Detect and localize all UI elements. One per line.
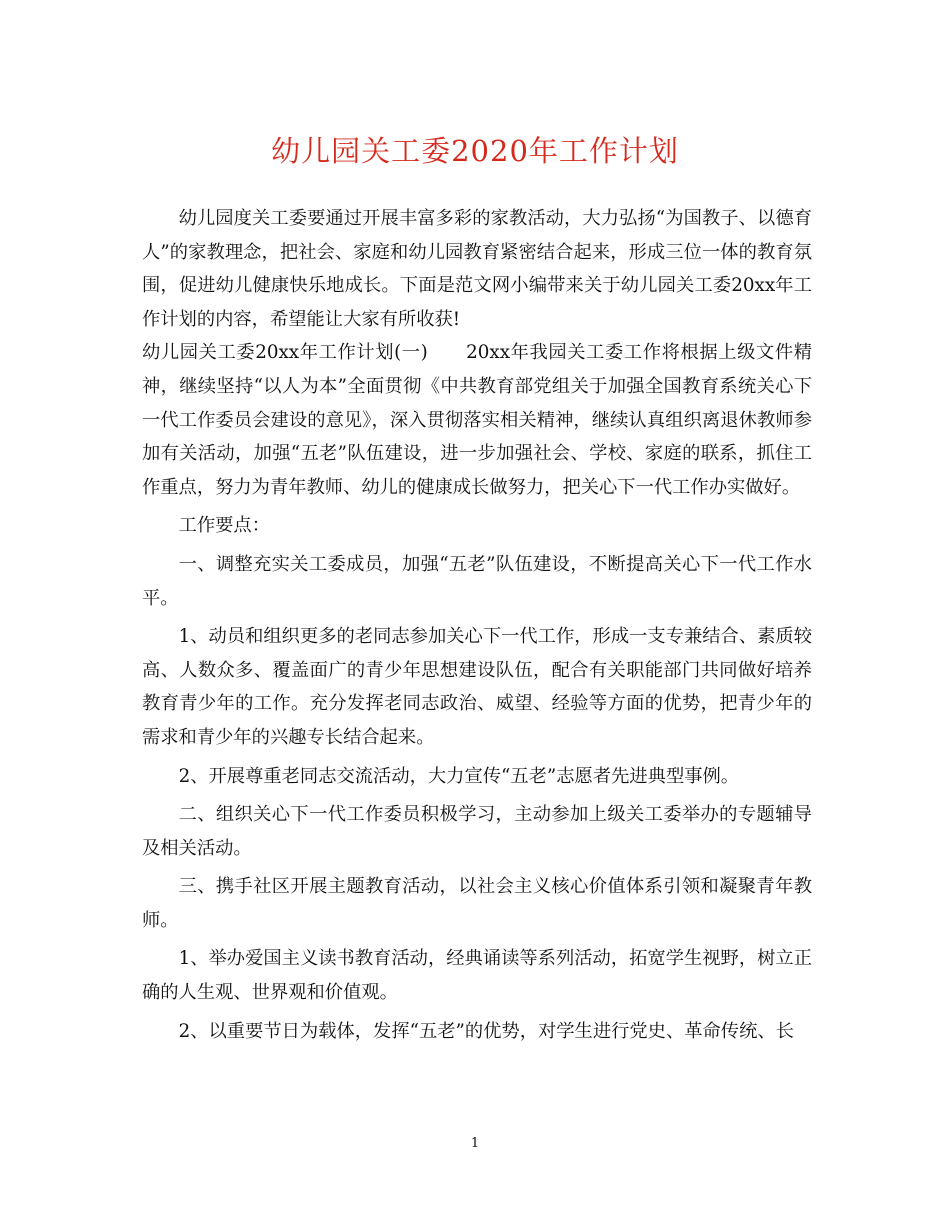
paragraph-section-one: 一、调整充实关工委成员，加强“五老”队伍建设，不断提高关心下一代工作水平。 — [142, 553, 812, 609]
document-title: 幼儿园关工委2020年工作计划 — [271, 134, 679, 168]
page-number: 1 — [470, 1136, 480, 1151]
document-body — [142, 202, 812, 1048]
paragraph-intro: 幼儿园度关工委要通过开展丰富多彩的家教活动，大力弘扬“为国教子、以德育人”的家教理念，把社会、家庭和幼儿园教育紧密结合起来，形成三位一体的教育氛围，促进幼儿健康快乐地成长。下面是范文网小编带来关于幼儿园关工委20xx年工作计划的内容，希望能让大家有所收获! — [142, 208, 812, 330]
paragraph-item-one-1: 1、动员和组织更多的老同志参加关心下一代工作，形成一支专兼结合、素质较高、人数众多、覆盖面广的青少年思想建设队伍，配合有关职能部门共同做好培养教育青少年的工作。充分发挥老同志政治、威望、经验等方面的优势，把青少年的需求和青少年的兴趣专长结合起来。 — [142, 626, 812, 748]
paragraph-section-two: 二、组织关心下一代工作委员积极学习，主动参加上级关工委举办的专题辅导及相关活动。 — [142, 804, 812, 859]
paragraph-work-points: 工作要点： — [178, 515, 270, 537]
paragraph-plan-one: 幼儿园关工委20xx年工作计划(一) 20xx年我园关工委工作将根据上级文件精神，继续坚持“以人为本”全面贯彻《中共教育部党组关于加强全国教育系统关心下一代工作委员会建设的意见》，深入贯彻落实相关精神，继续认真组织离退休教师参加有关活动，加强“五老”队伍建设，进一步加强社会、学校、家庭的联系，抓住工作重点，努力为青年教师、幼儿的健康成长做努力，把关心下一代工作办实做好。 — [142, 342, 812, 498]
paragraph-item-three-1: 1、举办爱国主义读书教育活动，经典诵读等系列活动，拓宽学生视野，树立正确的人生观、世界观和价值观。 — [142, 948, 812, 1004]
paragraph-section-three: 三、携手社区开展主题教育活动，以社会主义核心价值体系引领和凝聚青年教师。 — [142, 876, 812, 931]
paragraph-item-three-2: 2、以重要节日为载体，发挥“五老”的优势，对学生进行党史、革命传统、长 — [178, 1020, 794, 1042]
paragraph-item-one-2: 2、开展尊重老同志交流活动，大力宣传“五老”志愿者先进典型事例。 — [178, 765, 740, 787]
